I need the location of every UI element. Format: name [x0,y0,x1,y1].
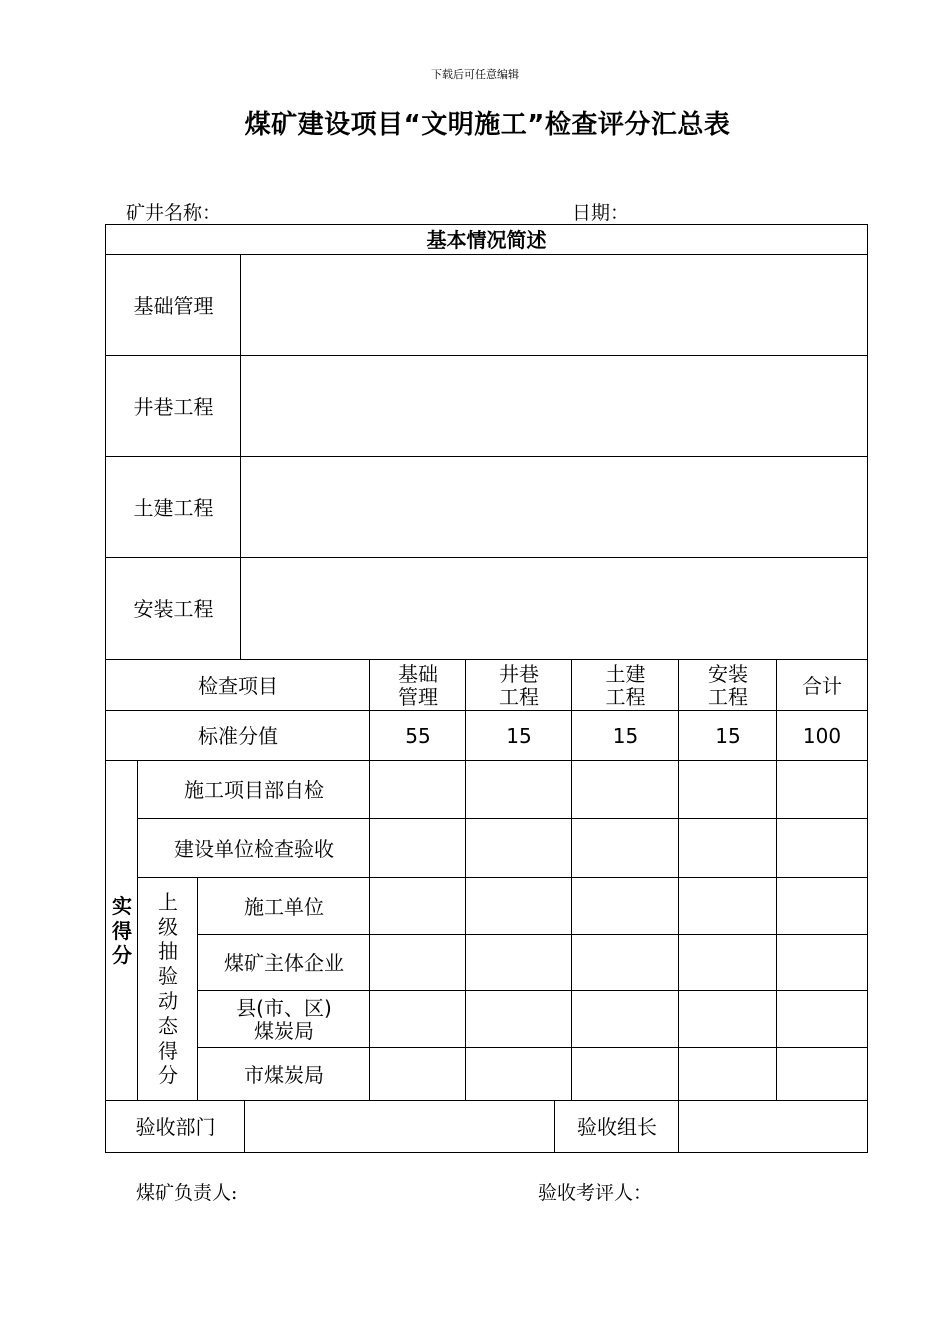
col-header-line: 工程 [708,684,748,709]
standard-score-value: 15 [612,724,639,748]
col-header-line: 井巷 [499,661,539,686]
page-title: 煤矿建设项目“文明施工”检查评分汇总表 [244,110,731,140]
standard-score-total: 100 [802,724,842,748]
vertical-char: 分 [112,943,132,968]
vertical-char: 态 [158,1013,178,1038]
acceptance-leader-label: 验收组长 [577,1114,657,1139]
row-label-line: 煤炭局 [254,1018,314,1043]
row-label-city-coal-bureau: 市煤炭局 [244,1062,324,1087]
row-label-mine-enterprise: 煤矿主体企业 [224,951,344,975]
col-header-line: 管理 [398,684,438,709]
section-title: 基本情况简述 [426,228,547,252]
col-header-line: 基础 [398,661,438,686]
acceptance-dept-input[interactable] [245,1101,555,1152]
col-header-basic-management [370,660,466,711]
vertical-char: 得 [158,1038,178,1063]
evaluator-signature-label: 验收考评人： [538,1182,653,1204]
row-label-acceptance: 建设单位检查验收 [174,836,334,861]
shaft-engineering-input[interactable] [241,356,867,457]
col-header-line: 工程 [605,684,646,709]
check-item-header: 检查项目 [198,673,278,698]
col-header-shaft-engineering [466,660,572,711]
col-header-line: 土建 [605,661,646,686]
civil-engineering-input[interactable] [241,457,867,558]
col-header-total: 合计 [802,673,842,698]
vertical-char: 验 [158,964,178,989]
row-label-county-coal-bureau [198,991,370,1048]
row-label-basic-management: 基础管理 [133,293,214,318]
col-header-line: 工程 [499,684,539,709]
vertical-char: 级 [158,914,178,939]
standard-score-value: 15 [506,724,532,748]
row-label-construction-unit: 施工单位 [244,894,324,919]
vertical-char: 分 [158,1063,178,1088]
mine-name-label: 矿井名称： [126,202,222,224]
standard-score-label: 标准分值 [198,724,278,748]
mine-head-signature-label: 煤矿负责人: [136,1182,238,1204]
vertical-char: 动 [158,989,178,1013]
vertical-char: 上 [158,889,178,914]
standard-score-value: 55 [405,724,431,748]
col-header-line: 安装 [708,661,748,686]
basic-management-input[interactable] [241,255,867,356]
acceptance-dept-label: 验收部门 [135,1114,216,1139]
col-header-installation-engineering [679,660,777,711]
row-label-self-check: 施工项目部自检 [184,778,324,802]
vertical-char: 实 [112,893,132,918]
row-label-line: 县(市、区) [236,995,332,1020]
standard-score-value: 15 [715,724,741,748]
vertical-char: 得 [112,918,132,943]
row-label-shaft-engineering: 井巷工程 [133,394,214,419]
vertical-char: 抽 [158,939,178,964]
installation-engineering-input[interactable] [241,558,867,660]
row-label-civil-engineering: 土建工程 [133,495,214,520]
col-header-civil-engineering [572,660,679,711]
acceptance-leader-input[interactable] [679,1101,867,1152]
header-note: 下载后可任意编辑 [431,68,519,81]
row-label-installation-engineering: 安装工程 [133,597,214,621]
date-label: 日期： [572,202,630,224]
upper-level-score-label [138,878,198,1100]
actual-score-label [106,761,138,1101]
